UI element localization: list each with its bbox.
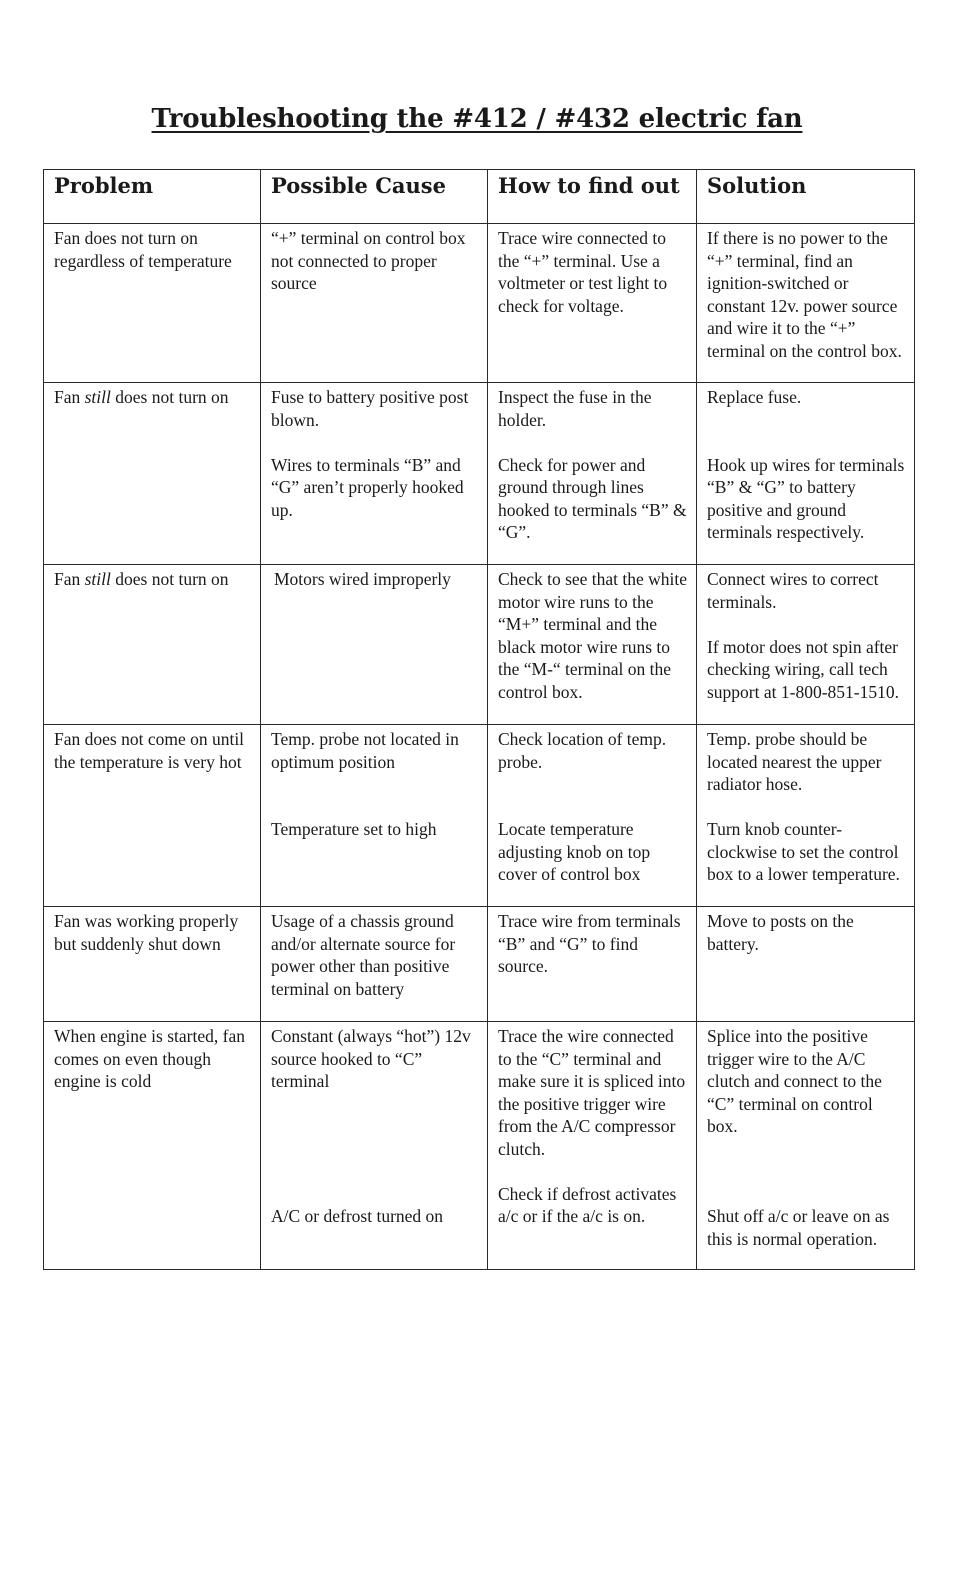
how-cell	[488, 565, 697, 725]
problem-suffix: does not turn on	[110, 387, 229, 407]
cause-text: Constant (always “hot”) 12v source hooked to “C” terminal	[271, 1026, 471, 1091]
how-text: Trace wire from terminals “B” and “G” to find source.	[498, 911, 681, 976]
cause-text: Temperature set to high	[271, 819, 437, 839]
how-cell	[488, 224, 697, 383]
how-text: Inspect the fuse in the holder.	[498, 387, 652, 430]
troubleshooting-table	[43, 169, 915, 1270]
cause-cell	[261, 565, 488, 725]
problem-cell	[44, 907, 261, 1022]
solution-text: Hook up wires for terminals “B” & “G” to battery positive and ground terminals respectively.	[707, 454, 905, 542]
table-row	[44, 907, 915, 1022]
cause-cell	[261, 725, 488, 907]
cause-cell	[261, 383, 488, 565]
solution-cell	[697, 907, 915, 1022]
how-cell	[488, 1022, 697, 1270]
cause-text: Fuse to battery positive post blown.	[271, 387, 469, 430]
header-problem: Problem	[44, 170, 261, 224]
cause-cell	[261, 907, 488, 1022]
problem-cell	[44, 725, 261, 907]
cause-cell	[261, 224, 488, 383]
header-solution: Solution	[697, 170, 915, 224]
cause-text: Temp. probe not located in optimum position	[271, 729, 459, 772]
how-text: Check for power and ground through lines hooked to terminals “B” & “G”.	[498, 454, 687, 542]
how-text: Trace wire connected to the “+” terminal. Use a voltmeter or test light to check for voltage.	[498, 228, 668, 316]
solution-text: Splice into the positive trigger wire to the A/C clutch and connect to the “C” terminal on control box.	[707, 1026, 882, 1136]
problem-text	[54, 386, 252, 409]
problem-prefix: Fan	[54, 387, 85, 407]
page-title: Troubleshooting the #412 / #432 electric fan	[151, 104, 803, 134]
table-row	[44, 1022, 915, 1270]
table-row	[44, 224, 915, 383]
table-row	[44, 725, 915, 907]
solution-text: If motor does not spin after checking wiring, call tech support at 1-800-851-1510.	[707, 636, 899, 702]
table-header-row	[44, 170, 915, 224]
solution-text: If there is no power to the “+” terminal, find an ignition-switched or constant 12v. power source and wire it to the “+” terminal on the control box.	[707, 228, 902, 361]
problem-cell	[44, 224, 261, 383]
how-text: Check to see that the white motor wire runs to the “M+” terminal and the black motor wire runs to the “M-“ terminal on the control box.	[498, 569, 688, 702]
cause-cell	[261, 1022, 488, 1270]
problem-text: When engine is started, fan comes on even though engine is cold	[54, 1026, 245, 1091]
how-text: Check if defrost activates a/c or if the a/c is on.	[498, 1183, 677, 1226]
solution-cell	[697, 224, 915, 383]
how-cell	[488, 383, 697, 565]
problem-emphasis: still	[84, 387, 111, 407]
problem-text: Fan was working properly but suddenly shut down	[54, 911, 239, 954]
problem-emphasis: still	[84, 569, 111, 589]
solution-text: Turn knob counter-clockwise to set the control box to a lower temperature.	[707, 819, 900, 884]
cause-text: Usage of a chassis ground and/or alternate source for power other than positive terminal on battery	[271, 911, 456, 999]
how-text: Locate temperature adjusting knob on top cover of control box	[498, 819, 651, 884]
cause-text: “+” terminal on control box not connected to proper source	[271, 228, 466, 293]
cause-text: A/C or defrost turned on	[271, 1206, 444, 1226]
header-possible-cause: Possible Cause	[261, 170, 488, 224]
how-text: Trace the wire connected to the “C” terminal and make sure it is spliced into the positive trigger wire from the A/C compressor clutch.	[498, 1026, 686, 1159]
solution-text: Shut off a/c or leave on as this is normal operation.	[707, 1206, 890, 1249]
problem-text: Fan does not come on until the temperature is very hot	[54, 729, 245, 772]
solution-text: Connect wires to correct terminals.	[707, 569, 879, 612]
problem-text: Fan does not turn on regardless of temperature	[54, 228, 232, 271]
solution-cell	[697, 565, 915, 725]
problem-cell	[44, 1022, 261, 1270]
table-row	[44, 565, 915, 725]
solution-cell	[697, 383, 915, 565]
problem-prefix: Fan	[54, 569, 85, 589]
how-cell	[488, 907, 697, 1022]
table-row	[44, 383, 915, 565]
solution-cell	[697, 725, 915, 907]
cause-text: Motors wired improperly	[274, 569, 451, 589]
problem-suffix: does not turn on	[110, 569, 229, 589]
cause-text: Wires to terminals “B” and “G” aren’t properly hooked up.	[271, 454, 464, 520]
solution-text: Move to posts on the battery.	[707, 911, 854, 954]
solution-text: Temp. probe should be located nearest the upper radiator hose.	[707, 729, 882, 794]
how-text: Check location of temp. probe.	[498, 729, 667, 772]
problem-cell	[44, 565, 261, 725]
solution-text: Replace fuse.	[707, 387, 802, 407]
problem-text	[54, 568, 252, 591]
how-cell	[488, 725, 697, 907]
solution-cell	[697, 1022, 915, 1270]
problem-cell	[44, 383, 261, 565]
header-how-to-find-out: How to find out	[488, 170, 697, 224]
